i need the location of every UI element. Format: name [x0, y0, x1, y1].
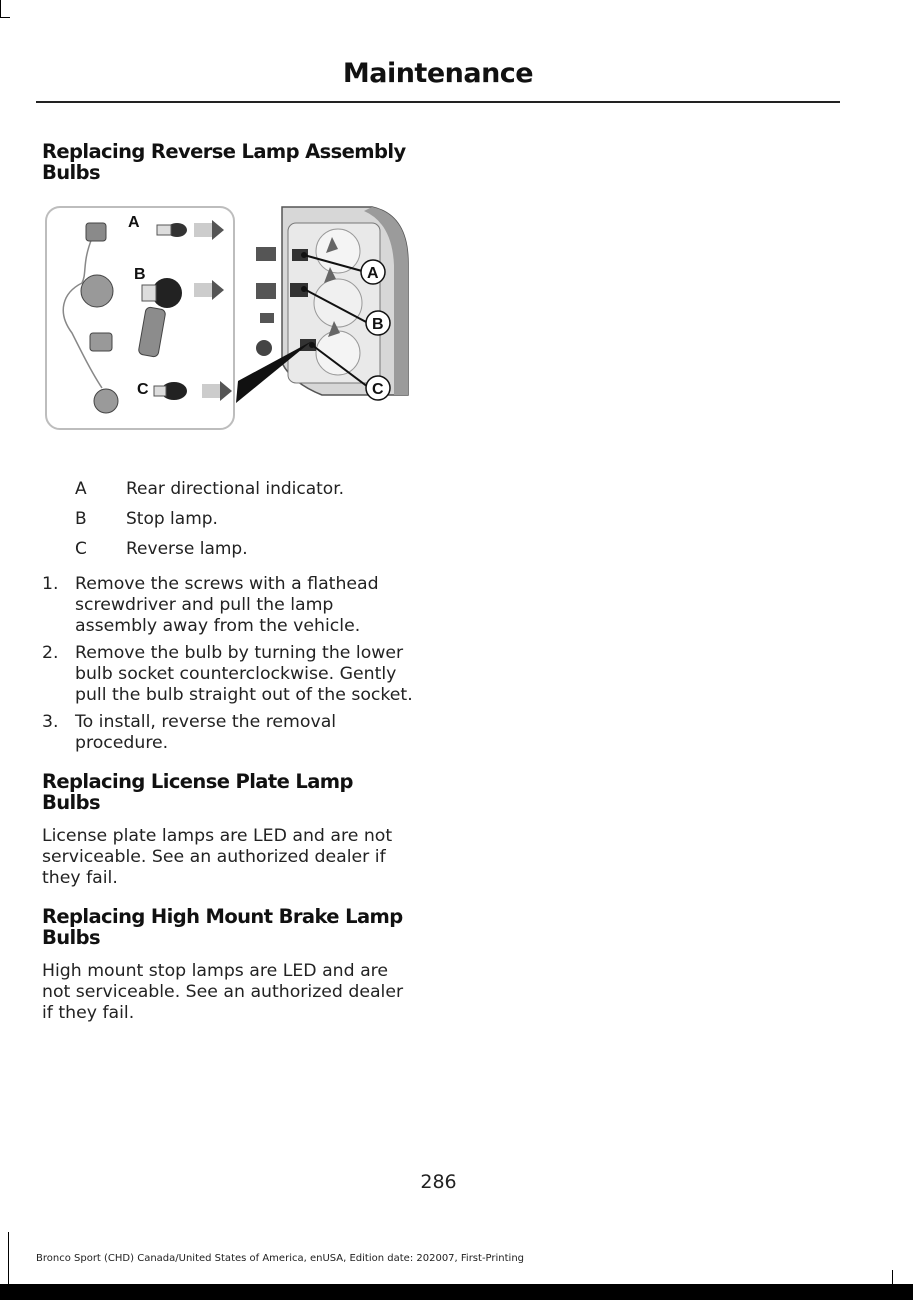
lamp-housing: [282, 207, 408, 395]
body-line: they fail.: [42, 868, 118, 888]
step-text: Remove the screws with a flathead: [75, 574, 379, 594]
footer-edition-text: Bronco Sport (CHD) Canada/United States of America, enUSA, Edition date: 202007, First-Printing: [36, 1253, 525, 1264]
high-mount-section: [42, 906, 427, 1024]
reverse-lamp-heading-line2: Bulbs: [42, 161, 100, 184]
step-item: [42, 712, 427, 754]
inset-callout-a: A: [128, 214, 140, 231]
step-text: assembly away from the vehicle.: [75, 616, 361, 636]
crop-mark-top-left-h: [0, 17, 10, 18]
body-line: License plate lamps are LED and are not: [42, 826, 393, 846]
step-item: [42, 643, 427, 706]
legend-text: Stop lamp.: [126, 509, 218, 529]
legend-row-b: [75, 509, 218, 529]
crop-mark-bottom-left: [8, 1232, 9, 1284]
body-line: if they fail.: [42, 1003, 135, 1023]
high-mount-heading: [42, 906, 427, 948]
legend-text: Rear directional indicator.: [126, 479, 345, 499]
step-number: 3.: [42, 712, 59, 732]
step-text: pull the bulb straight out of the socket.: [75, 685, 413, 705]
step-item: [42, 574, 427, 637]
body-line: not serviceable. See an authorized dealer: [42, 982, 404, 1002]
step-number: 1.: [42, 574, 59, 594]
reverse-lamp-assembly-diagram: [42, 203, 416, 435]
lamp-callout-a: A: [367, 265, 379, 282]
reverse-lamp-heading: [42, 141, 427, 183]
legend-key: C: [75, 539, 87, 559]
lamp-callout-c: C: [372, 381, 384, 398]
body-line: serviceable. See an authorized dealer if: [42, 847, 386, 867]
step-text: To install, reverse the removal: [75, 712, 337, 732]
license-plate-heading: [42, 771, 427, 813]
legend-text: Reverse lamp.: [126, 539, 248, 559]
lamp-callout-b: B: [372, 316, 384, 333]
removal-steps: [42, 574, 427, 760]
high-mount-body: [42, 961, 427, 1024]
inset-callout-c: C: [137, 381, 149, 398]
header-divider: [36, 101, 840, 103]
crop-mark-bottom-right: [892, 1270, 893, 1284]
page-number: 286: [420, 1171, 457, 1193]
heading-line: Replacing License Plate Lamp: [42, 770, 353, 793]
license-plate-body: [42, 826, 427, 889]
page-title: Maintenance: [342, 58, 534, 89]
legend-key: A: [75, 479, 87, 499]
heading-line: Bulbs: [42, 926, 100, 949]
bottom-bar: [0, 1284, 913, 1300]
legend-row-a: [75, 479, 344, 499]
inset-callout-b: B: [134, 266, 146, 283]
step-text: bulb socket counterclockwise. Gently: [75, 664, 397, 684]
body-line: High mount stop lamps are LED and are: [42, 961, 389, 981]
crop-mark-top-left: [0, 0, 1, 18]
step-text: Remove the bulb by turning the lower: [75, 643, 404, 663]
step-text: procedure.: [75, 733, 169, 753]
license-plate-section: [42, 771, 427, 889]
step-text: screwdriver and pull the lamp: [75, 595, 334, 615]
heading-line: Replacing High Mount Brake Lamp: [42, 905, 403, 928]
reverse-lamp-heading-line1: Replacing Reverse Lamp Assembly: [42, 140, 406, 163]
legend-row-c: [75, 539, 248, 559]
legend-key: B: [75, 509, 87, 529]
step-number: 2.: [42, 643, 59, 663]
heading-line: Bulbs: [42, 791, 100, 814]
